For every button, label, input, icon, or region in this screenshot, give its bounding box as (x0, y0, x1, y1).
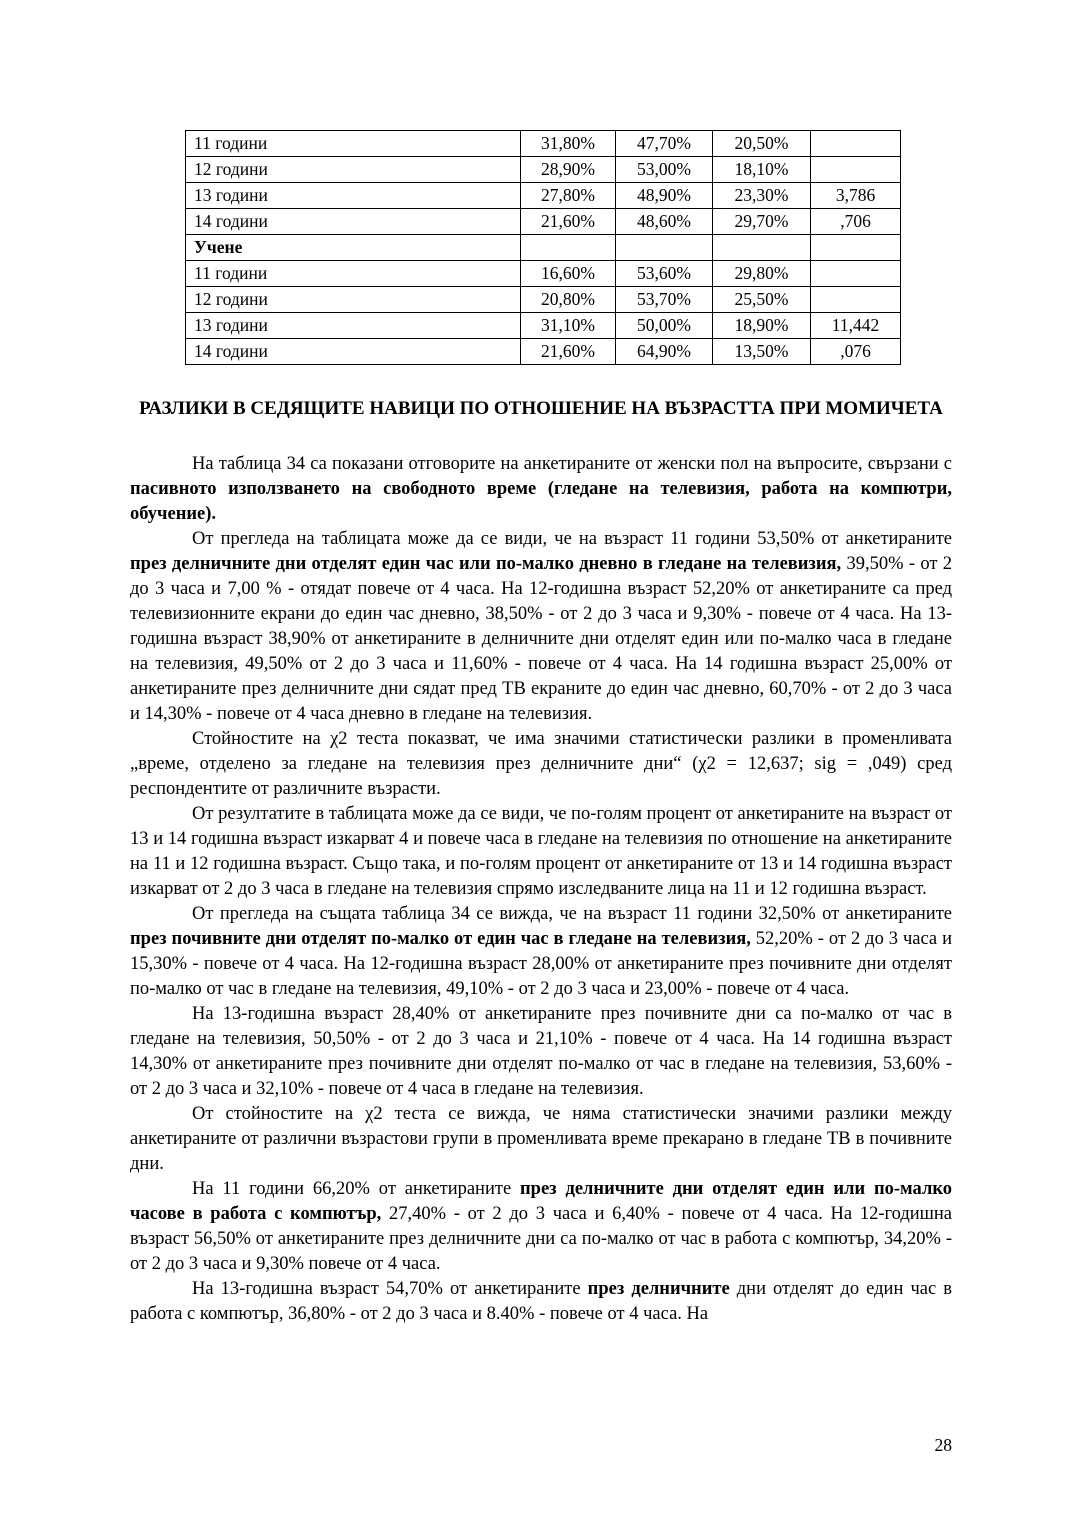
table-cell: 53,70% (616, 287, 713, 313)
table-row-label: 14 години (186, 209, 521, 235)
table-row-label: Учене (186, 235, 521, 261)
paragraph (130, 452, 952, 527)
table-cell: 48,60% (616, 209, 713, 235)
table-row (186, 313, 901, 339)
text-run: На 13-годишна възраст 54,70% от анкетираните (192, 1279, 588, 1299)
text-run: От прегледа на същата таблица 34 се вижда, че на възраст 11 години 32,50% от анкетираните (192, 904, 952, 924)
text-run: 27,40% - от 2 до 3 часа и 6,40% - повече от 4 часа. На 12-годишна възраст 56,50% от анкетираните през делничните дни са по-малко от час в работа с компютър, 34,20% - от 2 до 3 часа и 9,30% повече от 4 часа. (130, 1204, 952, 1274)
paragraph (130, 727, 952, 802)
table-cell: 48,90% (616, 183, 713, 209)
bold-text-run: пасивното използването на свободното време (гледане на телевизия, работа на компютри, обучение). (130, 479, 952, 524)
table-cell: 28,90% (521, 157, 616, 183)
body-text (130, 452, 952, 1327)
table-cell: 31,10% (521, 313, 616, 339)
table-cell (811, 261, 901, 287)
text-run: На 11 години 66,20% от анкетираните (192, 1179, 521, 1199)
table-row-label: 12 години (186, 287, 521, 313)
table-cell: 29,80% (713, 261, 811, 287)
text-run: На таблица 34 са показани отговорите на анкетираните от женски пол на въпросите, свързани с (192, 454, 952, 474)
table-cell: 27,80% (521, 183, 616, 209)
table-cell (811, 235, 901, 261)
text-run: На 13-годишна възраст 28,40% от анкетираните през почивните дни са по-малко от час в гледане на телевизия, 50,50% - от 2 до 3 часа и 21,10% - повече от 4 часа. На 14 годишна възраст 14,30% от анкетираните през почивните дни отделят по-малко от час в гледане на телевизия, 53,60% - от 2 до 3 часа и 32,10% - повече от 4 часа в гледане на телевизия. (130, 1004, 952, 1099)
table-cell: 13,50% (713, 339, 811, 365)
paragraph (130, 902, 952, 1002)
table-row (186, 261, 901, 287)
table-row-label: 13 години (186, 183, 521, 209)
bold-text-run: през делничните дни отделят един или по-малко часове в работа с компютър, (130, 1179, 952, 1224)
table-body (186, 131, 901, 365)
table-cell: 29,70% (713, 209, 811, 235)
table-cell: 23,30% (713, 183, 811, 209)
table-row (186, 287, 901, 313)
table-cell (616, 235, 713, 261)
table-cell: 21,60% (521, 209, 616, 235)
paragraph (130, 802, 952, 902)
table-cell (811, 287, 901, 313)
data-table (185, 130, 901, 365)
table-cell: 16,60% (521, 261, 616, 287)
table-row (186, 131, 901, 157)
table-cell (713, 235, 811, 261)
table-cell (521, 235, 616, 261)
table-row-label: 11 години (186, 261, 521, 287)
table-cell (811, 131, 901, 157)
table-cell: 21,60% (521, 339, 616, 365)
text-run: дни отделят до един час в работа с компютър, 36,80% - от 2 до 3 часа и 8.40% - повече от 4 часа. На (130, 1279, 952, 1324)
table-row (186, 157, 901, 183)
table-cell: 64,90% (616, 339, 713, 365)
table-cell (811, 157, 901, 183)
table-row-label: 12 години (186, 157, 521, 183)
table-row (186, 183, 901, 209)
text-run: От прегледа на таблицата може да се види, че на възраст 11 години 53,50% от анкетираните (192, 529, 952, 549)
paragraph (130, 527, 952, 727)
table-row-label: 11 години (186, 131, 521, 157)
table-cell: 50,00% (616, 313, 713, 339)
table-cell: 3,786 (811, 183, 901, 209)
table-cell: ,706 (811, 209, 901, 235)
table-cell: 18,90% (713, 313, 811, 339)
table-cell: 53,60% (616, 261, 713, 287)
paragraph (130, 1177, 952, 1277)
bold-text-run: през делничните дни отделят един час или по-малко дневно в гледане на телевизия, (130, 554, 842, 574)
text-run: От резултатите в таблицата може да се види, че по-голям процент от анкетираните на възраст от 13 и 14 годишна възраст изкарват 4 и повече часа в гледане на телевизия по отношение на анкетираните на 11 и 12 годишна възраст. Също така, и по-голям процент от анкетираните от 13 и 14 годишна възраст изкарват от 2 до 3 часа в гледане на телевизия спрямо изследваните лица на 11 и 12 годишна възраст. (130, 804, 952, 899)
table-cell: 25,50% (713, 287, 811, 313)
table-cell: 31,80% (521, 131, 616, 157)
section-heading: РАЗЛИКИ В СЕДЯЩИТЕ НАВИЦИ ПО ОТНОШЕНИЕ НА ВЪЗРАСТТА ПРИ МОМИЧЕТА (139, 398, 943, 419)
text-run: От стойностите на χ2 теста се вижда, че няма статистически значими разлики между анкетираните от различни възрастови групи в променливата време прекарано в гледане ТВ в почивните дни. (130, 1104, 952, 1174)
paragraph (130, 1002, 952, 1102)
text-run: 52,20% - от 2 до 3 часа и 15,30% - повече от 4 часа. На 12-годишна възраст 28,00% от анкетираните през почивните дни отделят по-малко от час в гледане на телевизия, 49,10% - от 2 до 3 часа и 23,00% - повече от 4 часа. (130, 929, 952, 999)
table-row-label: 14 години (186, 339, 521, 365)
table-cell: ,076 (811, 339, 901, 365)
table-row (186, 235, 901, 261)
table-cell: 18,10% (713, 157, 811, 183)
bold-text-run: през почивните дни отделят по-малко от един час в гледане на телевизия, (130, 929, 751, 949)
page-number: 28 (934, 1435, 952, 1455)
table-cell: 20,50% (713, 131, 811, 157)
table-row-label: 13 години (186, 313, 521, 339)
table-cell: 11,442 (811, 313, 901, 339)
table-row (186, 209, 901, 235)
table-cell: 20,80% (521, 287, 616, 313)
paragraph (130, 1102, 952, 1177)
table-cell: 47,70% (616, 131, 713, 157)
text-run: Стойностите на χ2 теста показват, че има значими статистически разлики в променливата „време, отделено за гледане на телевизия през делничните дни“ (χ2 = 12,637; sig = ,049) сред респондентите от различните възрасти. (130, 729, 952, 799)
text-run: 39,50% - от 2 до 3 часа и 7,00 % - отядат повече от 4 часа. На 12-годишна възраст 52,20% от анкетираните са пред телевизионните екрани до един час дневно, 38,50% - от 2 до 3 часа и 9,30% - повече от 4 часа. На 13-годишна възраст 38,90% от анкетираните в делничните дни отделят един или по-малко часа в гледане на телевизия, 49,50% от 2 до 3 часа и 11,60% - повече от 4 часа. На 14 годишна възраст 25,00% от анкетираните през делничните дни сядат пред ТВ екраните до един час дневно, 60,70% - от 2 до 3 часа и 14,30% - повече от 4 часа дневно в гледане на телевизия. (130, 554, 952, 724)
paragraph (130, 1277, 952, 1327)
table-row (186, 339, 901, 365)
bold-text-run: през делничните (587, 1279, 730, 1299)
table-cell: 53,00% (616, 157, 713, 183)
